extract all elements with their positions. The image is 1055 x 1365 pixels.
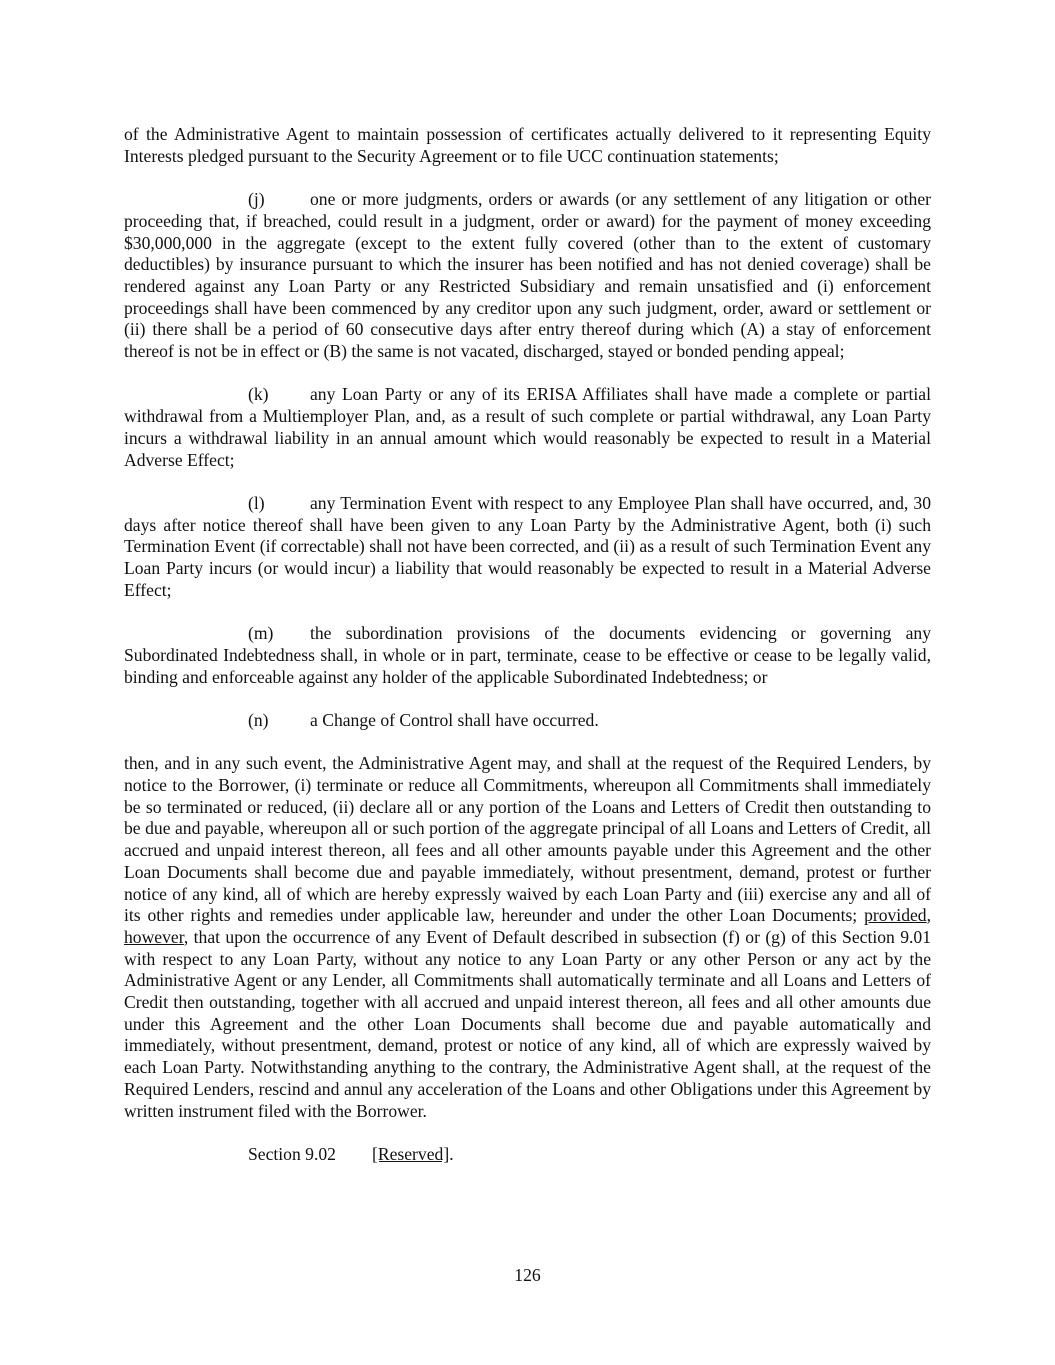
clause-label: (k) (248, 384, 269, 405)
document-body (124, 124, 931, 1166)
section-title: [Reserved] (372, 1143, 450, 1164)
clause-text: the subordination provisions of the documents evidencing or governing any Subordinated Indebtedness shall, in whole or in part, terminate, cease to be effective or cease to be legally valid, binding and enforceable against any holder of the applicable Subordinated Indebtedness; or (124, 623, 931, 687)
clause-n (124, 710, 931, 732)
section-suffix: . (449, 1143, 454, 1164)
clause-text: one or more judgments, orders or awards (or any settlement of any litigation or other proceeding that, if breached, could result in a judgment, order or award) for the payment of money exceeding $30,000,000 in the aggregate (except to the extent fully covered (other than to the extent of customary deductibles) by insurance pursuant to which the insurer has been notified and has not denied coverage) shall be rendered against any Loan Party or any Restricted Subsidiary and remain unsatisfied and (i) enforcement proceedings shall have been commenced by any creditor upon any such judgment, order, award or settlement or (ii) there shall be a period of 60 consecutive days after entry thereof during which (A) a stay of enforcement thereof is not be in effect or (B) the same is not vacated, discharged, stayed or bonded pending appeal; (124, 189, 931, 362)
clause-text: any Termination Event with respect to any Employee Plan shall have occurred, and, 30 days after notice thereof shall have been given to any Loan Party by the Administrative Agent, both (i) such Termination Event (if correctable) shall not have been corrected, and (ii) as a result of such Termination Event any Loan Party incurs (or would incur) a liability that would reasonably be expected to result in a Material Adverse Effect; (124, 492, 931, 600)
clause-text: a Change of Control shall have occurred. (310, 709, 599, 730)
clause-label: (n) (248, 709, 269, 730)
section-number: Section 9.02 (248, 1143, 336, 1164)
remedies-paragraph (124, 753, 931, 1122)
remedies-text-after: , that upon the occurrence of any Event of Default described in subsection (f) or (g) of this Section 9.01 with respect to any Loan Party, without any notice to any Loan Party or any other Person or any act by the Administrative Agent or any Lender, all Commitments shall automatically terminate and all Loans and Letters of Credit then outstanding, together with all accrued and unpaid interest thereon, all fees and all other amounts due under this Agreement and the other Loan Documents shall become due and payable automatically and immediately, without presentment, demand, protest or notice of any kind, all of which are expressly waived by each Loan Party. Notwithstanding anything to the contrary, the Administrative Agent shall, at the request of the Required Lenders, rescind and annul any acceleration of the Loans and other Obligations under this Agreement by written instrument filed with the Borrower. (124, 926, 931, 1121)
provided-term: provided (864, 905, 927, 926)
page-number: 126 (514, 1265, 541, 1285)
however-term: however (124, 926, 184, 947)
clause-l (124, 493, 931, 602)
clause-text: any Loan Party or any of its ERISA Affiliates shall have made a complete or partial withdrawal from a Multiemployer Plan, and, as a result of such complete or partial withdrawal, any Loan Party incurs a withdrawal liability in an annual amount which would reasonably be expected to result in a Material Adverse Effect; (124, 384, 931, 470)
remedies-comma: , (926, 905, 932, 926)
clause-k (124, 384, 931, 471)
clause-label: (j) (248, 189, 265, 210)
section-heading (124, 1144, 931, 1166)
continuation-paragraph: of the Administrative Agent to maintain possession of certificates actually delivered to it representing Equity Interests pledged pursuant to the Security Agreement or to file UCC continuation statements; (124, 124, 931, 166)
clause-j (124, 189, 931, 363)
clause-m (124, 623, 931, 688)
clause-label: (l) (248, 492, 265, 513)
clause-label: (m) (248, 623, 274, 644)
remedies-text-before: then, and in any such event, the Administrative Agent may, and shall at the request of the Required Lenders, by notice to the Borrower, (i) terminate or reduce all Commitments, whereupon all Commitments shall immediately be so terminated or reduced, (ii) declare all or any portion of the Loans and Letters of Credit then outstanding to be due and payable, whereupon all or such portion of the aggregate principal of all Loans and Letters of Credit, all accrued and unpaid interest thereon, all fees and all other amounts payable under this Agreement and the other Loan Documents shall become due and payable immediately, without presentment, demand, protest or further notice of any kind, all of which are hereby expressly waived by each Loan Party and (iii) exercise any and all of its other rights and remedies under applicable law, hereunder and under the other Loan Documents; (124, 753, 931, 926)
